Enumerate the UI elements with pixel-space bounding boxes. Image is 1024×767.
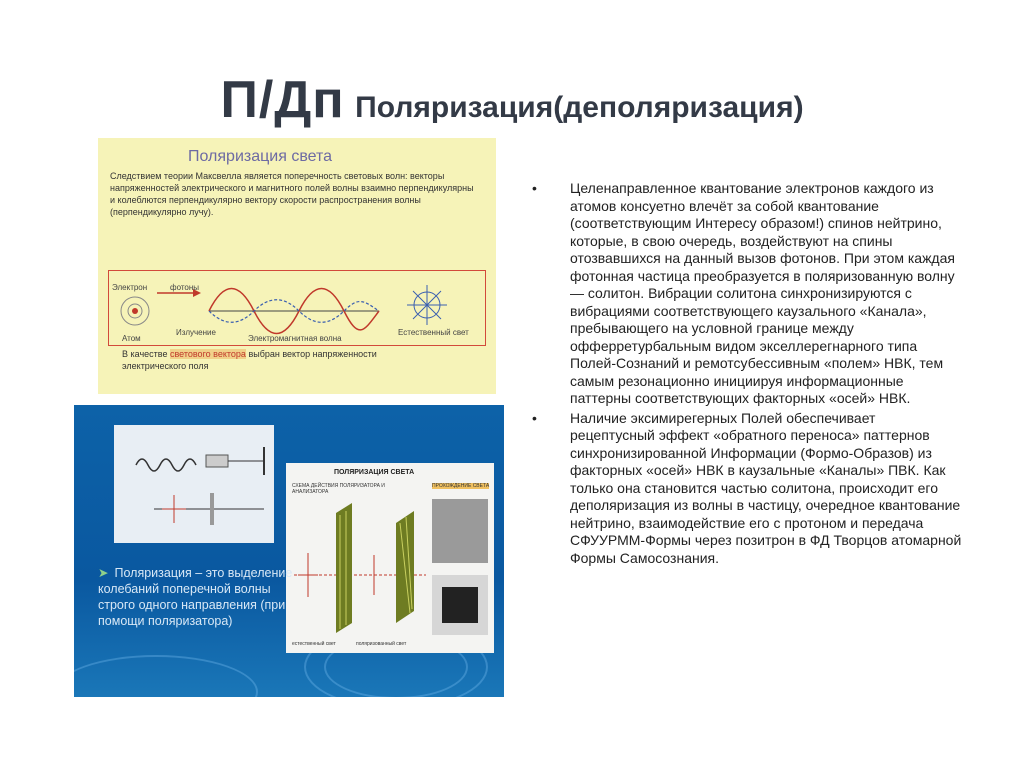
arrow-bullet-icon: ➤ (98, 566, 109, 580)
polarization-blue-figure (74, 405, 504, 697)
figure-header: Поляризация света (188, 148, 333, 165)
polarizer-sketch (114, 425, 274, 543)
figure-caption (122, 348, 442, 372)
blue-bullet (98, 565, 308, 629)
label-radiation: Излучение (176, 328, 216, 337)
bullet-dot-icon: • (532, 409, 537, 426)
label-natural: естественный свет (292, 641, 336, 647)
bullet-text: Наличие эксимирегерных Полей обеспечивает рецептусный эффект «обратного переноса» паттернов синхронизированной Информации (Формо-Образов) из факторных «осей» НВК в каузальные «Каналы» ПВК. Как только она становится частью солитона, происходит его деполяризация из волны в частицу, очередное квантование нейтрино, взаимодействие его с протоном и передача СФУУРММ-Формы через позитрон в ФД Творцов атомарной Формы Самосознания. (570, 409, 962, 566)
caption-prefix: В качестве (122, 349, 168, 359)
blue-bullet-text: Поляризация – это выделение колебаний поперечной волны строго одного направления (при помощи поляризатора) (98, 566, 293, 628)
bullet-text: Целенаправленное квантование электронов каждого из атомов консуетно влечёт за собой квантование (соответствующим Интересу образом!) спинов нейтрино, которые, в свою очередь, воздействуют на спины отозвавшихся на данный вызов фотонов. При этом каждая фотонная частица преобразуется в поляризованную волну — солитон. Вибрации солитона синхронизируются с вибрациями соответствующего каузального «Канала», пребывающего на условной границе между офферретурбальным видом экселлерегнарного типа Полей-Сознаний и ремотсубессивным «полем» НВК, тем самым резонационно инициируя информационные паттерны соответствующих факторных «осей» НВК. (570, 180, 955, 406)
label-electron: Электрон (112, 283, 148, 292)
label-photons: фотоны (170, 283, 200, 292)
bullet-list (532, 180, 962, 567)
title-abbr: П/Дп (220, 71, 345, 129)
polarizer-analyzer-card (286, 463, 494, 653)
caption-highlight: светового вектора (169, 349, 246, 359)
label-atom: Атом (122, 334, 141, 343)
card-sub-right: ПРОХОЖДЕНИЕ СВЕТА (432, 483, 490, 489)
title-text: Поляризация(деполяризация) (355, 91, 804, 124)
list-item (532, 180, 962, 408)
caption-suffix: выбран вектор напряженности электрического поля (122, 349, 377, 371)
polarization-light-figure (98, 138, 496, 394)
label-polarized: поляризованный свет (356, 641, 407, 647)
figure-paragraph: Следствием теории Максвелла является поперечность световых волн: векторы напряженностей электрического и магнитного полей волны взаимно перпендикулярны и колеблются перпендикулярно вектору скорости распространения волны (перпендикулярно лучу). (110, 171, 474, 217)
label-em-wave: Электромагнитная волна (248, 334, 342, 343)
ripple (74, 655, 258, 697)
polarizer-sketch-card (114, 425, 274, 543)
body-text (532, 180, 962, 569)
page-title (0, 70, 1024, 130)
bullet-dot-icon: • (532, 180, 537, 196)
label-natural-light: Естественный свет (398, 328, 469, 337)
card-sub-left: СХЕМА ДЕЙСТВИЯ ПОЛЯРИЗАТОРА И АНАЛИЗАТОРА (292, 483, 385, 495)
list-item (532, 410, 962, 568)
card-title: ПОЛЯРИЗАЦИЯ СВЕТА (334, 469, 415, 476)
